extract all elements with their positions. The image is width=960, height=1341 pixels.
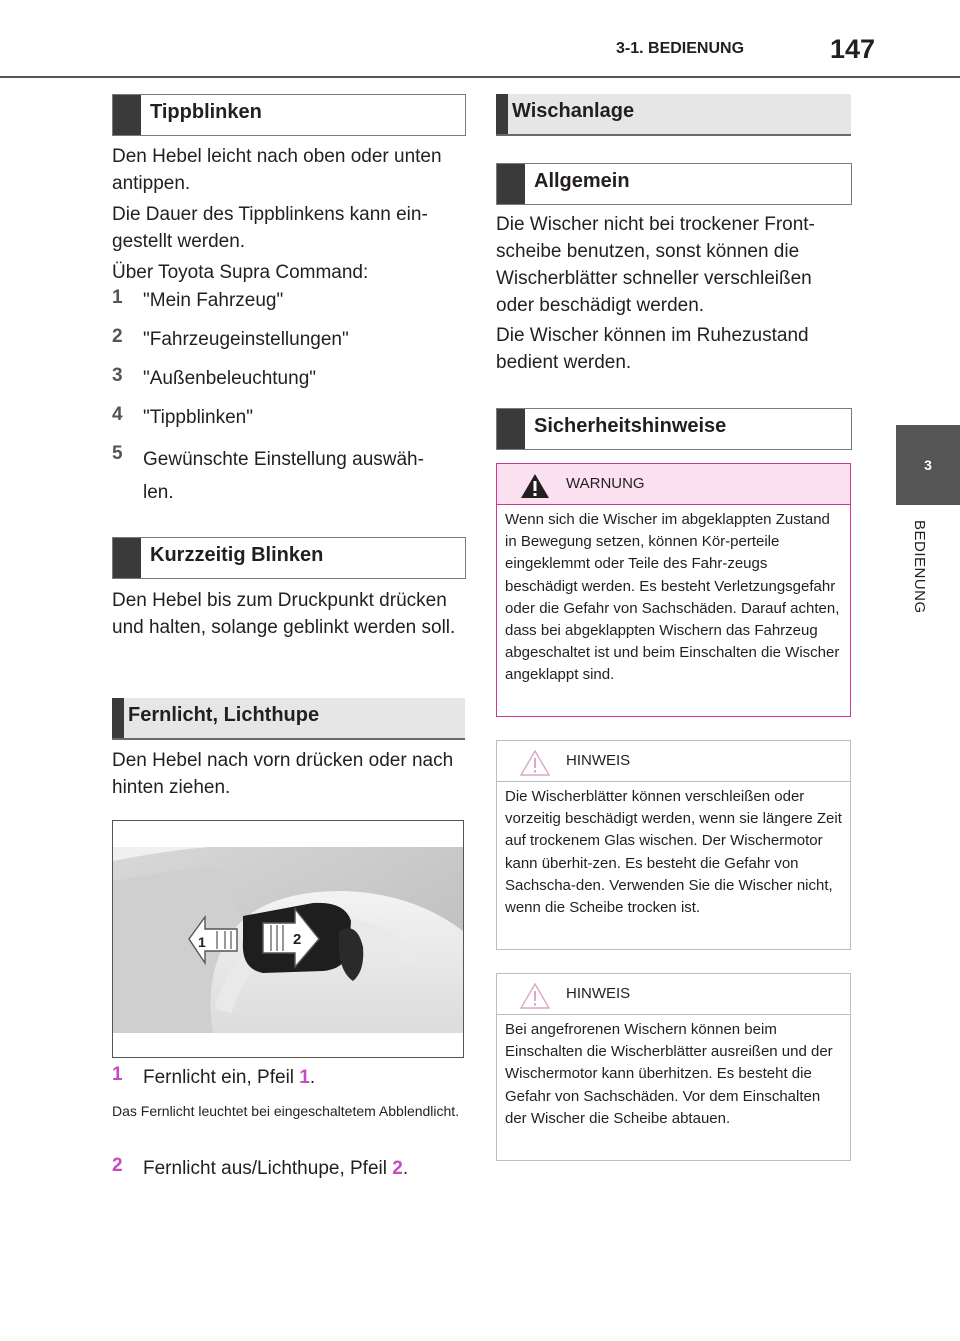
paragraph: Die Wischer können im Ruhezustand bedient werden. [496,325,809,373]
step-number: 3 [112,365,123,386]
step-number: 5 [112,443,123,464]
hinweis-box [496,740,851,950]
stalk-drawing [113,821,463,1057]
item-text-body: Fernlicht ein, Pfeil [143,1067,300,1088]
step-number: 1 [112,287,123,308]
paragraph: Die Wischer nicht bei trockener Front-scheibe benutzen, sonst können die Wischerblätter schneller verschleißen oder beschädigt werden. [496,214,815,316]
hinweis-text: Die Wischerblätter können verschleißen oder vorzeitig beschädigt werden, wenn sie längere Zeit auf trockenem Glas wischen. Der Wischermotor kann überhit-zen. Es besteht die Gefahr von Sachscha-den. Verwenden Sie die Wischer nicht, wenn die Scheibe trocken ist. [505,788,842,917]
warning-label: WARNUNG [566,475,645,492]
item-number: 2 [112,1155,123,1176]
caution-icon [519,749,551,777]
arrow-2-label: 2 [293,931,302,948]
step-number: 4 [112,404,123,425]
section-title: 3-1. BEDIENUNG [616,40,745,57]
step-number: 2 [112,326,123,347]
heading-kurzzeitig [112,537,466,579]
heading-text: Kurzzeitig Blinken [150,544,324,566]
heading-bar [497,164,525,204]
paragraph: Den Hebel bis zum Druckpunkt drücken und halten, solange geblinkt werden soll. [112,590,456,638]
heading-text: Sicherheitshinweise [534,415,727,437]
paragraph: Den Hebel leicht nach oben oder unten antippen. [112,146,442,194]
step-text: Gewünschte Einstellung auswäh-len. [143,449,424,503]
heading-bar [112,698,124,738]
warning-icon [519,472,551,500]
chapter-label: BEDIENUNG [911,520,928,614]
paragraph: Den Hebel nach vorn drücken oder nach hinten ziehen. [112,750,454,798]
step-text: "Mein Fahrzeug" [143,290,284,311]
item-ref: 1 [299,1067,310,1088]
caution-icon [519,982,551,1010]
hinweis-text: Bei angefrorenen Wischern können beim Einschalten die Wischerblätter ausreißen und der Wischermotor kann überhitzen. Es besteht die Gefahr von Sachschäden. Vor dem Einschalten der Wischer die Scheibe abtauen. [505,1021,833,1127]
step-text: "Außenbeleuchtung" [143,368,317,389]
arrow-1-label: 1 [198,934,206,950]
item-number: 1 [112,1064,123,1085]
chapter-tab: 3 [896,425,960,505]
warning-text: Wenn sich die Wischer im abgeklappten Zustand in Bewegung setzen, können Kör-perteile eingeklemmt oder Teile des Fahr-zeugs beschädigt werden. Es besteht Verletzungsgefahr oder die Gefahr von Sachschäden. Darauf achten, dass bei abgeklappten Wischern das Fahrzeug abgeschaltet ist und beim Einschalten die Wischer angeklappt sind. [505,511,840,684]
item-text-end: . [309,1067,316,1088]
step-text: "Tippblinken" [143,407,253,428]
heading-bar [497,409,525,449]
hinweis-label: HINWEIS [566,752,631,769]
heading-sicherheitshinweise [496,408,852,450]
paragraph: Über Toyota Supra Command: [112,262,369,283]
heading-bar [496,94,508,134]
page-number: 147 [830,34,876,64]
warning-box [496,463,851,717]
heading-text: Fernlicht, Lichthupe [128,704,320,726]
item-text-end: . [402,1158,409,1179]
heading-bar [113,95,141,135]
heading-text: Tippblinken [150,101,262,123]
paragraph: Die Dauer des Tippblinkens kann ein-gestellt werden. [112,204,428,252]
item-text [143,1155,463,1182]
stalk-illustration [112,820,464,1058]
step-text: "Fahrzeugeinstellungen" [143,329,349,350]
header-rule [0,76,960,78]
heading-text: Allgemein [534,170,630,192]
heading-text: Wischanlage [512,100,635,122]
item-ref: 2 [392,1158,403,1179]
item-text-body: Fernlicht aus/Lichthupe, Pfeil [143,1158,393,1179]
heading-allgemein [496,163,852,205]
hinweis-label: HINWEIS [566,985,631,1002]
heading-tippblinken [112,94,466,136]
note-text: Das Fernlicht leuchtet bei eingeschaltetem Abblendlicht. [112,1103,460,1119]
hinweis-box [496,973,851,1161]
heading-wischanlage [496,94,851,136]
heading-fernlicht [112,698,465,740]
heading-bar [113,538,141,578]
item-text [143,1064,463,1091]
